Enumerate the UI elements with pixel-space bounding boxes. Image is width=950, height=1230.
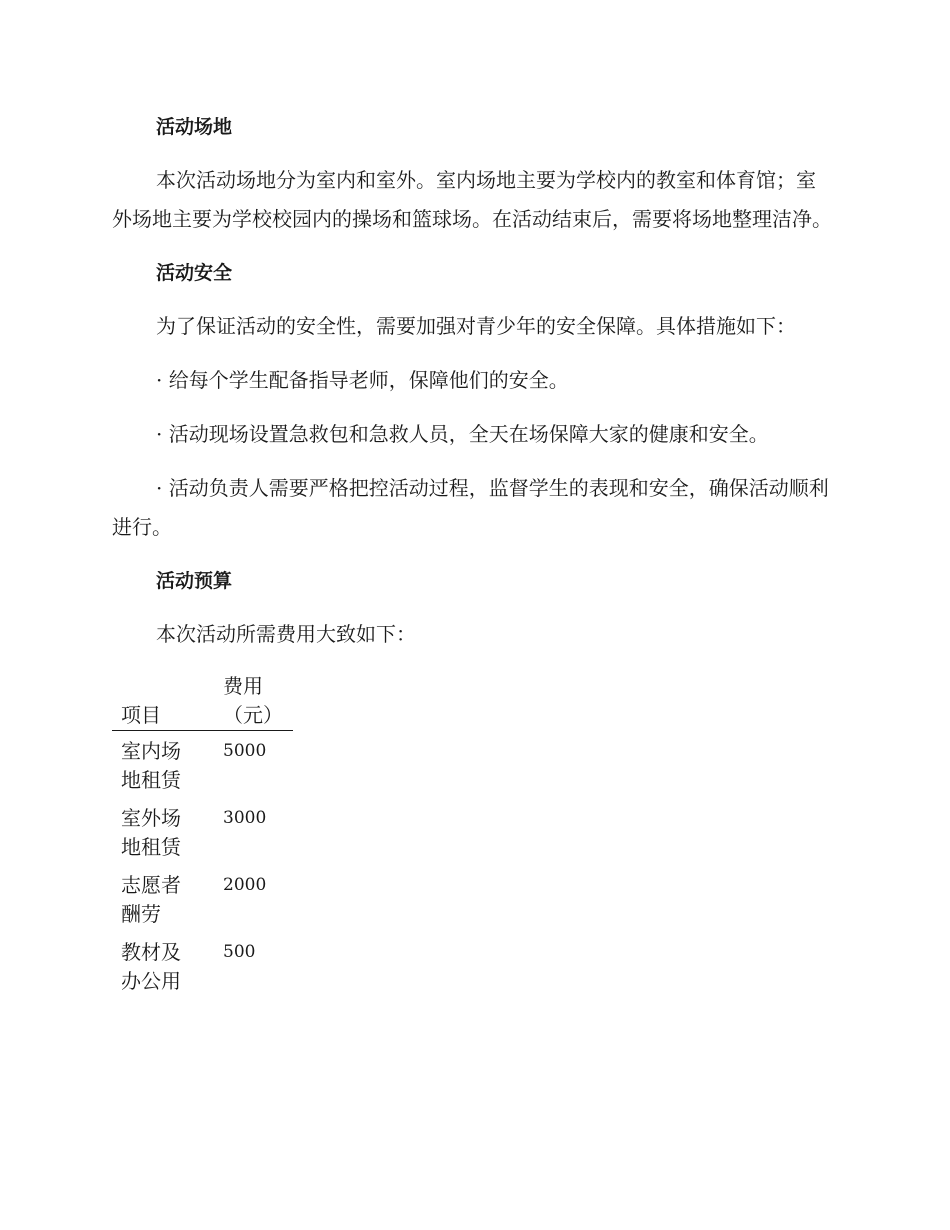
safety-bullet-2: · 活动现场设置急救包和急救人员，全天在场保障大家的健康和安全。 [156,422,769,446]
budget-header-cost [223,672,293,731]
section-heading-budget: 活动预算 [156,570,233,592]
budget-item-label: 志愿者酬劳 [121,873,181,926]
budget-cell-cost: 3000 [223,808,267,828]
budget-cell-cost: 2000 [223,875,267,895]
budget-cell-item [112,798,223,865]
document-page [112,108,832,999]
table-row [112,865,293,932]
budget-paragraph: 本次活动所需费用大致如下： [156,622,416,646]
budget-cell-item [112,865,223,932]
safety-bullet-1: · 给每个学生配备指导老师，保障他们的安全。 [156,368,569,392]
budget-item-label: 室内场地租赁 [121,739,181,792]
table-row [112,731,293,799]
section-heading-safety: 活动安全 [156,262,233,284]
budget-table [112,672,293,999]
budget-header-item: 项目 [121,703,161,727]
budget-cell-item [112,932,223,999]
table-row [112,932,293,999]
budget-cell-cost: 500 [223,942,256,962]
budget-header-cost-label: 费用（元） [223,674,283,727]
table-row [112,798,293,865]
budget-cell-item [112,731,223,799]
safety-paragraph: 为了保证活动的安全性，需要加强对青少年的安全保障。具体措施如下： [156,314,796,338]
budget-item-label: 室外场地租赁 [121,806,181,859]
budget-cell-cost: 5000 [223,741,267,761]
section-heading-venue: 活动场地 [156,116,233,138]
budget-table-header-row [112,672,293,731]
venue-paragraph: 本次活动场地分为室内和室外。室内场地主要为学校内的教室和体育馆；室外场地主要为学校校园内的操场和篮球场。在活动结束后，需要将场地整理洁净。 [112,168,832,231]
budget-item-label: 教材及办公用 [121,940,181,993]
safety-bullet-3: · 活动负责人需要严格把控活动过程，监督学生的表现和安全，确保活动顺利进行。 [112,476,829,539]
